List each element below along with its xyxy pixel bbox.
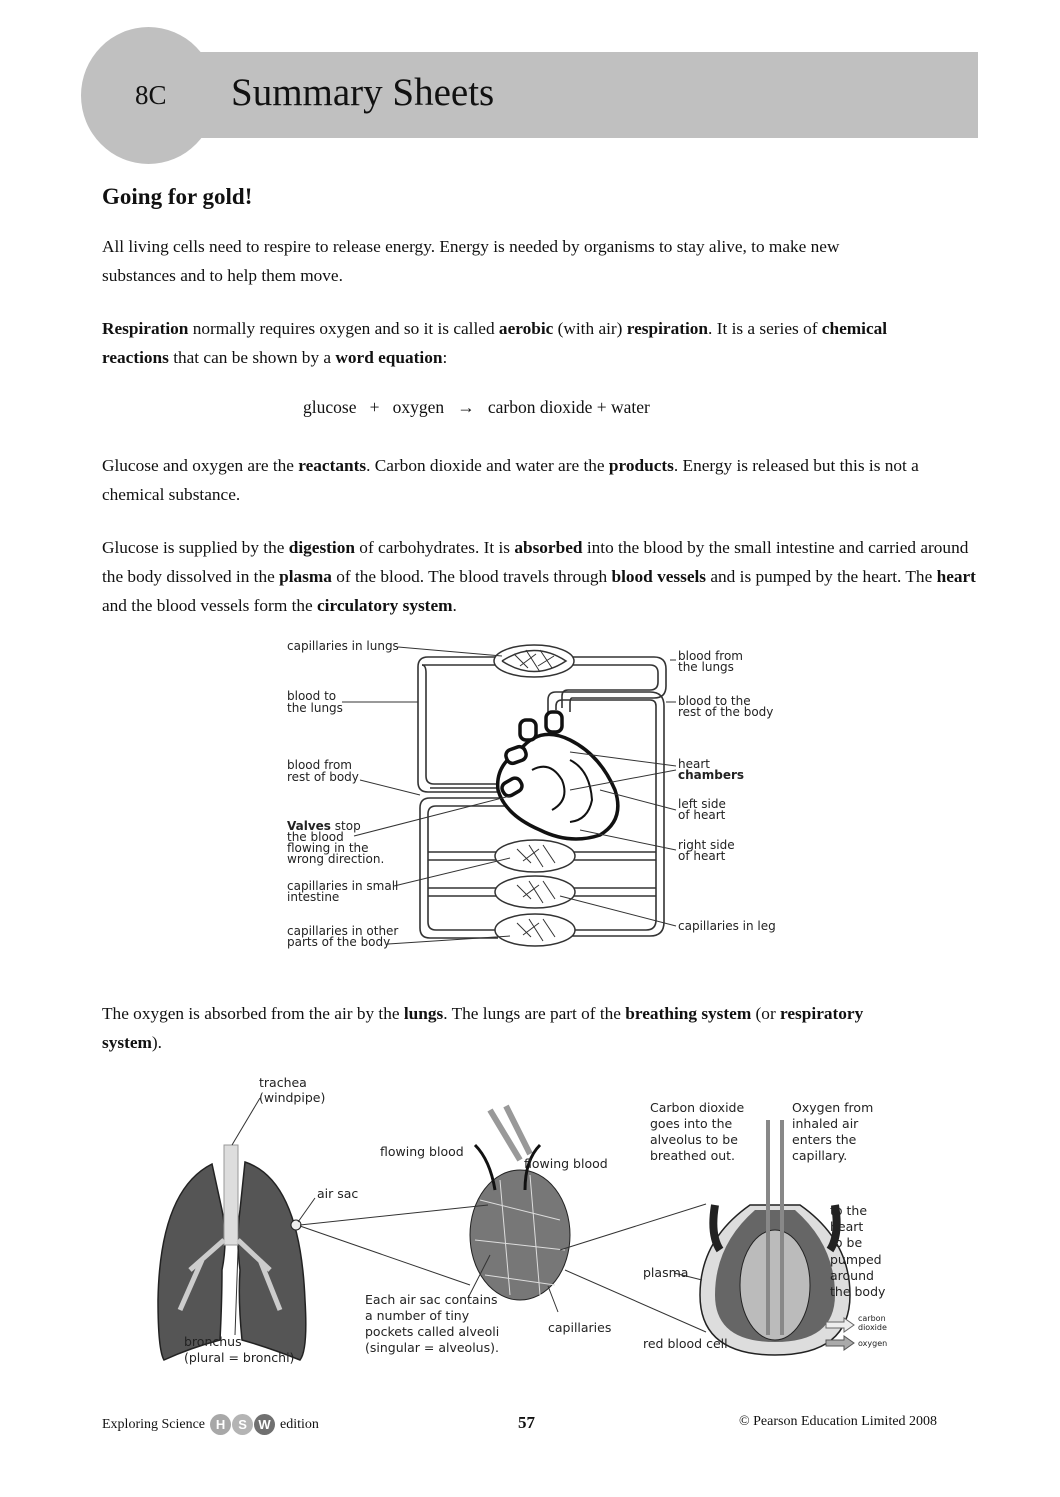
text-run: normally requires oxygen and so it is called [188,319,499,338]
label-valves: flowing in the [287,841,369,855]
label-co2-out: goes into the [650,1116,733,1131]
key-term: Respiration [102,319,189,338]
eq-reactant-oxygen: oxygen [392,397,445,417]
key-term: respiration [626,319,709,338]
label-plasma: plasma [643,1265,689,1280]
label-to-heart: around [830,1268,874,1283]
label-flowing-blood: flowing blood [524,1156,608,1171]
label-to-heart: to the [830,1203,868,1218]
label-blood-from-lungs: the lungs [678,660,734,674]
label-valves: Valves stop [287,819,361,833]
eq-reactant-glucose: glucose [303,397,357,417]
legend-co2: carbon [858,1314,886,1323]
label-blood-to-lungs: blood to [287,689,337,703]
label-flowing-blood: flowing blood [380,1144,464,1159]
edition-label: edition [280,1416,319,1432]
text-run: . Energy is released but this is not a chemical substance. [102,456,919,504]
label-blood-to-body: rest of the body [678,705,774,719]
badge-h-icon: H [210,1414,231,1435]
label-co2-out: alveolus to be [650,1132,738,1147]
label-o2-in: inhaled air [792,1116,859,1131]
label-capillaries-other: capillaries in other [287,924,399,938]
eq-plus: + [369,397,380,417]
text-run: (or [751,1004,781,1023]
text-run: . [452,596,457,615]
text-run: of the blood. The blood travels through [331,567,612,586]
badge-w-icon: W [254,1414,275,1435]
heart-illustration [498,712,618,839]
text-run: All living cells need to respire to release energy. Energy is needed by organisms to stay alive, to make new substances and to help them move. [102,237,840,285]
lungs-illustration [158,1145,306,1360]
eq-arrow-icon: → [457,397,475,417]
label-to-heart: to be [830,1235,863,1250]
label-capillaries-intestine: intestine [287,890,340,904]
text-run: . The lungs are part of the [443,1004,626,1023]
eq-product-co2: carbon dioxide [487,397,593,417]
key-term: products [608,456,674,475]
text-run: . Carbon dioxide and water are the [366,456,609,475]
label-left-side: left side [678,797,726,811]
footer-series [102,1414,319,1435]
label-trachea: (windpipe) [259,1090,326,1105]
hsw-badge [210,1414,275,1435]
label-blood-to-lungs: the lungs [287,701,343,715]
label-alveoli: Each air sac contains [365,1292,498,1307]
capillary-bed-lungs [494,645,574,677]
key-term: chemical reactions [102,319,888,367]
key-term: respiratory system [102,1004,864,1052]
label-co2-out: breathed out. [650,1148,736,1163]
label-o2-in: enters the [792,1132,857,1147]
key-term: circulatory system [317,596,453,615]
text-run: Glucose and oxygen are the [102,456,299,475]
badge-s-icon: S [232,1414,253,1435]
text-run: Glucose is supplied by the [102,538,289,557]
eq-plus: + [596,397,607,417]
label-capillaries-other: parts of the body [287,935,391,949]
air-sac-illustration [470,1106,570,1300]
label-bronchus: (plural = bronchi) [184,1350,295,1365]
lungs-alveolus-diagram [150,1070,910,1380]
key-term: breathing system [625,1004,752,1023]
text-run: ). [151,1033,162,1052]
legend-co2: dioxide [858,1323,887,1332]
legend-o2: oxygen [858,1339,888,1348]
label-alveoli: pockets called alveoli [365,1324,500,1339]
page-title: Summary Sheets [231,71,495,114]
label-heart-chambers: heart [678,757,710,771]
word-equation [303,397,650,418]
label-capillaries-intestine: capillaries in small [287,879,399,893]
text-run: into the blood by the small intestine and carried around the body dissolved in the [102,538,969,586]
circulatory-system-diagram [270,630,790,960]
section-heading: Going for gold! [102,184,253,209]
capillary-bed-lower [495,840,575,946]
paragraph-reactants [102,451,932,509]
label-blood-from-body: rest of body [287,770,359,784]
label-right-side: of heart [678,849,726,863]
unit-code: 8C [135,80,167,110]
label-blood-to-body: blood to the [678,694,751,708]
key-term: digestion [288,538,355,557]
paragraph-respiration [102,314,892,372]
label-valves: wrong direction. [287,852,385,866]
text-run: that can be shown by a [168,348,336,367]
label-alveoli: (singular = alveolus). [365,1340,499,1355]
label-to-heart: the body [830,1284,886,1299]
label-left-side: of heart [678,808,726,822]
text-run: . It is a series of [708,319,822,338]
key-term: word equation [335,348,443,367]
label-bronchus: bronchus [184,1334,242,1349]
label-blood-from-body: blood from [287,758,352,772]
text-run: and is pumped by the heart. The [706,567,937,586]
text-run: : [442,348,448,367]
key-term: absorbed [514,538,583,557]
label-air-sac: air sac [317,1186,359,1201]
label-capillaries: capillaries [548,1320,612,1335]
key-term: blood vessels [611,567,707,586]
series-name: Exploring Science [102,1416,206,1432]
copyright: © Pearson Education Limited 2008 [739,1414,938,1429]
label-capillaries-leg: capillaries in leg [678,919,776,933]
text-run: The oxygen is absorbed from the air by the [102,1004,404,1023]
label-heart-chambers: chambers [678,768,745,782]
key-term: heart [936,567,976,586]
label-alveoli: a number of tiny [365,1308,470,1323]
key-term: aerobic [498,319,554,338]
label-co2-out: Carbon dioxide [650,1100,745,1115]
label-o2-in: Oxygen from [792,1100,874,1115]
key-term: lungs [403,1004,444,1023]
paragraph-glucose [102,533,982,620]
label-valves: the blood [287,830,344,844]
label-trachea: trachea [259,1075,307,1090]
label-right-side: right side [678,838,735,852]
key-term: reactants [298,456,367,475]
paragraph-lungs [102,999,902,1057]
eq-product-water: water [610,397,650,417]
page-number: 57 [518,1413,535,1432]
label-capillaries-lungs: capillaries in lungs [287,639,399,653]
label-blood-from-lungs: blood from [678,649,743,663]
text-run: (with air) [553,319,627,338]
text-run: and the blood vessels form the [102,596,318,615]
paragraph-energy [102,232,862,290]
label-to-heart: heart [830,1219,864,1234]
label-red-blood-cell: red blood cell [643,1336,728,1351]
text-run: of carbohydrates. It is [354,538,515,557]
label-to-heart: pumped [830,1252,882,1267]
label-o2-in: capillary. [792,1148,848,1163]
key-term: plasma [279,567,332,586]
